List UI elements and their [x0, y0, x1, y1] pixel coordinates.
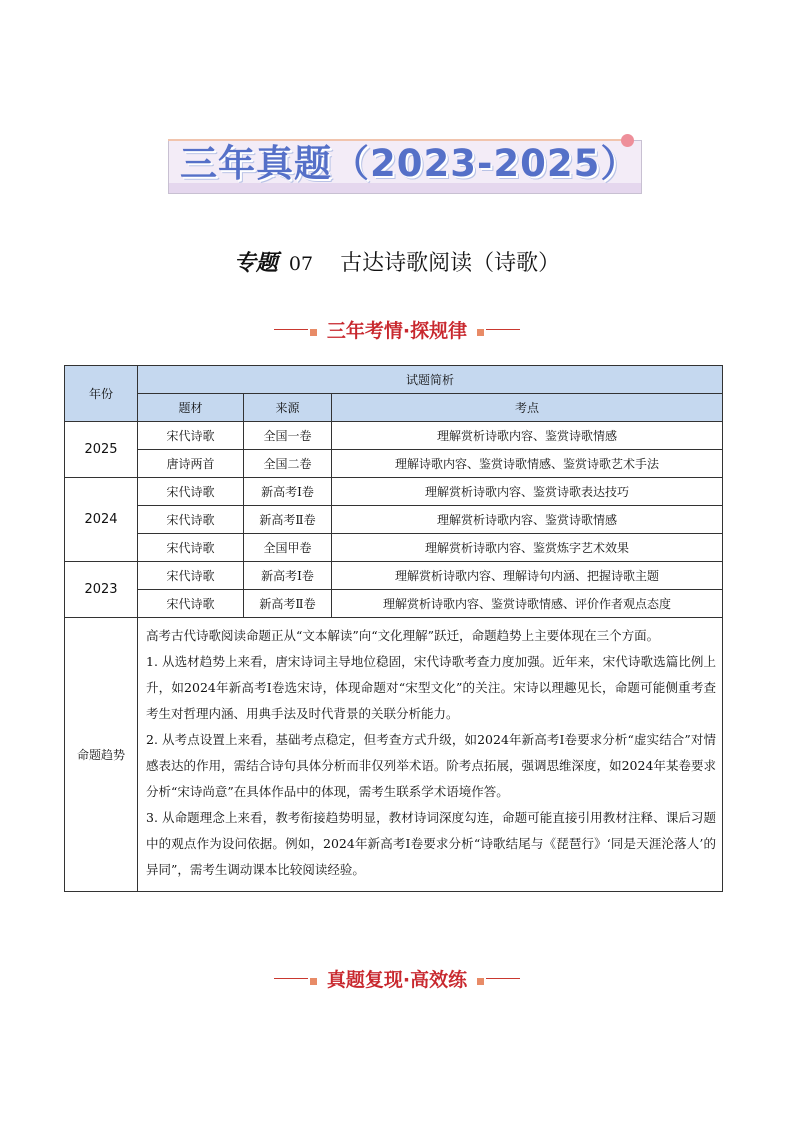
source-cell: 全国甲卷	[244, 534, 332, 562]
table-row	[65, 562, 723, 590]
subject-name: 古达诗歌阅读（诗歌）	[340, 251, 561, 276]
section-line-right	[486, 978, 520, 979]
point-cell: 理解赏析诗歌内容、鉴赏炼字艺术效果	[332, 534, 723, 562]
trend-row	[65, 618, 723, 892]
material-cell: 宋代诗歌	[138, 590, 244, 618]
table-row	[65, 422, 723, 450]
year-cell: 2024	[65, 478, 138, 562]
point-cell: 理解赏析诗歌内容、鉴赏诗歌表达技巧	[332, 478, 723, 506]
exam-analysis-table	[64, 365, 723, 892]
point-cell: 理解赏析诗歌内容、理解诗句内涵、把握诗歌主题	[332, 562, 723, 590]
header-point: 考点	[332, 394, 723, 422]
table-row	[65, 450, 723, 478]
table-row	[65, 506, 723, 534]
trend-paragraph: 3. 从命题理念上来看，教考衔接趋势明显，教材诗词深度勾连，命题可能直接引用教材注释、课后习题中的观点作为设问依据。例如，2024年新高考Ⅰ卷要求分析“诗歌结尾与《琵琶行》‘同是天涯沦落人’的异同”，需考生调动课本比较阅读经验。	[146, 810, 717, 877]
header-source: 来源	[244, 394, 332, 422]
material-cell: 宋代诗歌	[138, 534, 244, 562]
material-cell: 宋代诗歌	[138, 562, 244, 590]
point-cell: 理解赏析诗歌内容、鉴赏诗歌情感	[332, 506, 723, 534]
section-line-left	[274, 978, 308, 979]
point-cell: 理解诗歌内容、鉴赏诗歌情感、鉴赏诗歌艺术手法	[332, 450, 723, 478]
section-label: 三年考情·探规律	[326, 320, 468, 342]
section-label: 真题复现·高效练	[326, 969, 468, 991]
section-head-trends	[0, 315, 794, 345]
header-analysis: 试题简析	[138, 366, 723, 394]
year-cell: 2025	[65, 422, 138, 478]
source-cell: 新高考Ⅱ卷	[244, 506, 332, 534]
subject-prefix: 专题	[233, 250, 278, 276]
table-row	[65, 590, 723, 618]
source-cell: 新高考Ⅰ卷	[244, 562, 332, 590]
point-cell: 理解赏析诗歌内容、鉴赏诗歌情感	[332, 422, 723, 450]
header-material: 题材	[138, 394, 244, 422]
banner-title: 三年真题（2023-2025）	[180, 142, 639, 185]
section-square-icon	[310, 978, 317, 985]
material-cell: 宋代诗歌	[138, 506, 244, 534]
trend-paragraph: 高考古代诗歌阅读命题正从“文本解读”向“文化理解”跃迁，命题趋势上主要体现在三个方面。	[146, 628, 660, 643]
header-year: 年份	[65, 366, 138, 422]
subject-number: 07	[288, 253, 314, 275]
point-cell: 理解赏析诗歌内容、鉴赏诗歌情感、评价作者观点态度	[332, 590, 723, 618]
trend-paragraph: 1. 从选材趋势上来看，唐宋诗词主导地位稳固，宋代诗歌考查力度加强。近年来，宋代诗歌选篇比例上升，如2024年新高考Ⅰ卷选宋诗，体现命题对“宋型文化”的关注。宋诗以理趣见长，命题可能侧重考查考生对哲理内涵、用典手法及时代背景的关联分析能力。	[146, 654, 717, 721]
table-row	[65, 534, 723, 562]
material-cell: 宋代诗歌	[138, 478, 244, 506]
section-line-right	[486, 329, 520, 330]
material-cell: 唐诗两首	[138, 450, 244, 478]
source-cell: 全国一卷	[244, 422, 332, 450]
section-line-left	[274, 329, 308, 330]
trend-paragraph: 2. 从考点设置上来看，基础考点稳定，但考查方式升级，如2024年新高考Ⅰ卷要求分析“虚实结合”对情感表达的作用，需结合诗句具体分析而非仅列举术语。阶考点拓展，强调思维深度，如2024年某卷要求分析“宋诗尚意”在具体作品中的体现，需考生联系学术语境作答。	[146, 732, 717, 799]
source-cell: 全国二卷	[244, 450, 332, 478]
source-cell: 新高考Ⅰ卷	[244, 478, 332, 506]
table-row	[65, 478, 723, 506]
trend-label: 命题趋势	[65, 618, 138, 892]
trend-content	[138, 618, 723, 892]
source-cell: 新高考Ⅱ卷	[244, 590, 332, 618]
material-cell: 宋代诗歌	[138, 422, 244, 450]
section-square-icon	[477, 978, 484, 985]
section-square-icon	[477, 329, 484, 336]
year-cell: 2023	[65, 562, 138, 618]
section-head-practice	[0, 964, 794, 994]
subject-title	[0, 246, 794, 277]
section-square-icon	[310, 329, 317, 336]
